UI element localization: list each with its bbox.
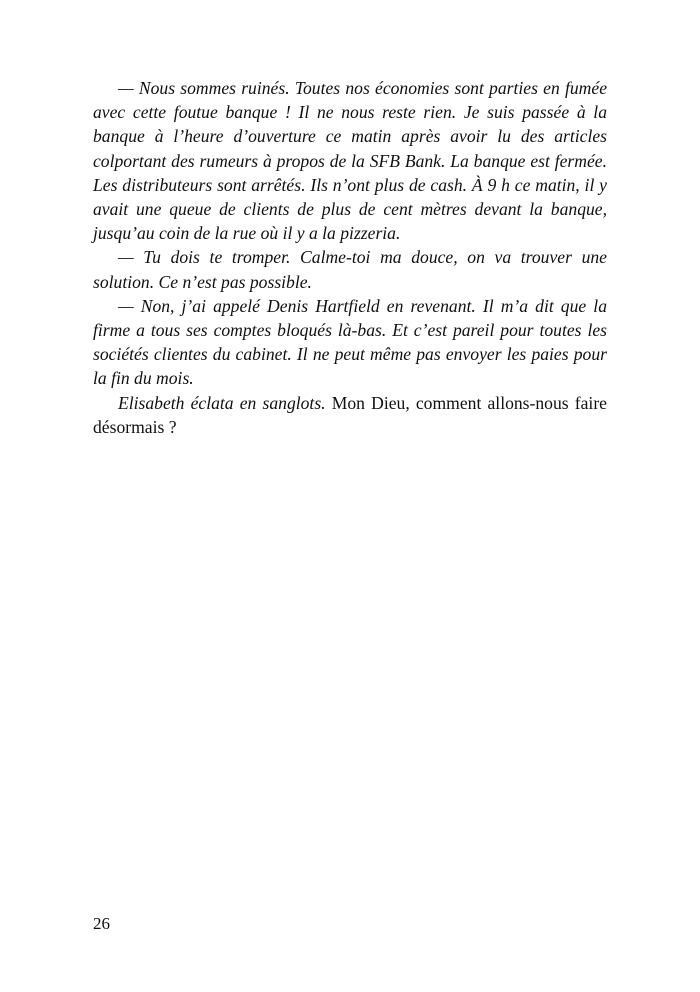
paragraph-4-italic: Elisabeth éclata en sanglots. <box>118 392 326 413</box>
paragraph-4 <box>93 391 607 439</box>
paragraph-3-italic: — Non, j’ai appelé Denis Hartfield en revenant. Il m’a dit que la firme a tous ses comptes bloqués là-bas. Et c’est pareil pour toutes les sociétés clientes du cabinet. Il ne peut même pas envoyer les paies pour la fin du mois. <box>93 295 607 389</box>
page-number: 26 <box>93 914 110 933</box>
paragraph-2-italic: — Tu dois te tromper. Calme-toi ma douce, on va trouver une solution. Ce n’est pas possible. <box>93 247 607 292</box>
paragraph-1 <box>93 76 607 245</box>
paragraph-1-italic: — Nous sommes ruinés. Toutes nos économies sont parties en fumée avec cette foutue banque ! Il ne nous reste rien. Je suis passée à la banque à l’heure d’ouverture ce matin après avoir lu des articles colportant des rumeurs à propos de la SFB Bank. La banque est fermée. Les distributeurs sont arrêtés. Ils n’ont plus de cash. À 9 h ce matin, il y avait une queue de clients de plus de cent mètres devant la banque, jusqu’au coin de la rue où il y a la pizzeria. <box>93 78 607 244</box>
paragraph-3 <box>93 294 607 391</box>
paragraph-2 <box>93 245 607 293</box>
paragraph-4-roman: Mon Dieu, comment allons-nous faire désormais ? <box>93 392 607 437</box>
body-text <box>93 76 607 439</box>
